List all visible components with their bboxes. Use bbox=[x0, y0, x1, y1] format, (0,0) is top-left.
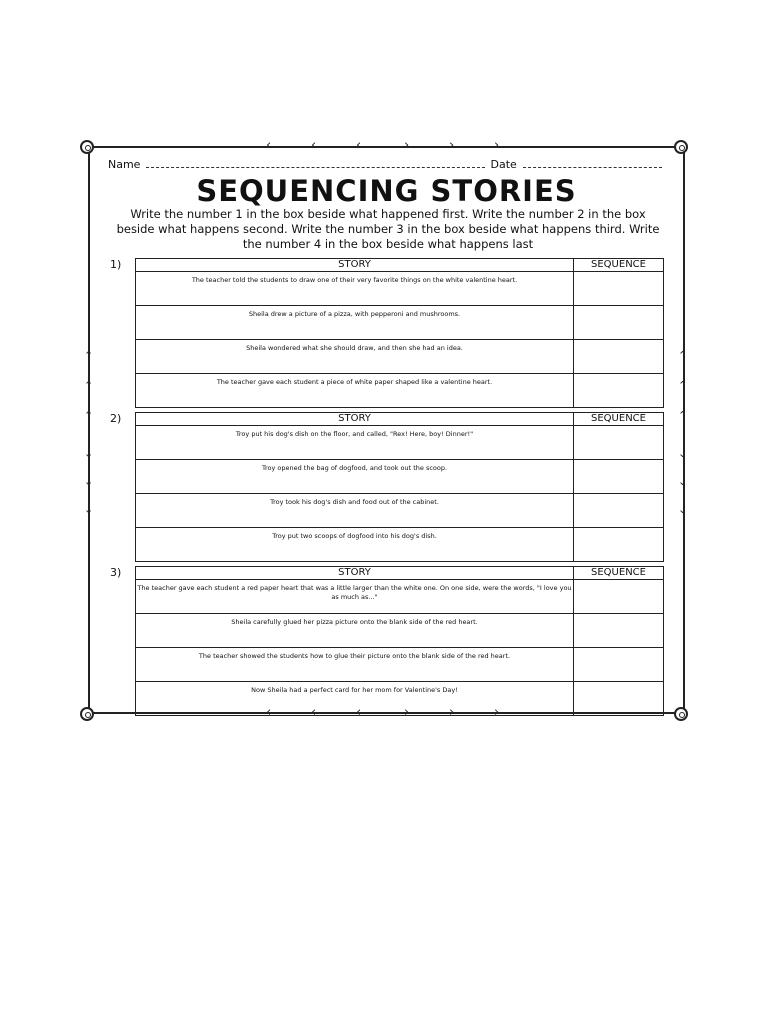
story-text: Troy took his dog's dish and food out of the cabinet. bbox=[136, 494, 574, 528]
story-text: Sheila wondered what she should draw, and then she had an idea. bbox=[136, 340, 574, 374]
story-text: Troy opened the bag of dogfood, and took out the scoop. bbox=[136, 460, 574, 494]
table-row bbox=[136, 460, 664, 494]
border-tick-icon: ⌃ bbox=[678, 409, 688, 422]
story-text: The teacher told the students to draw one of their very favorite things on the white valentine heart. bbox=[136, 272, 574, 306]
worksheet-border bbox=[88, 146, 688, 714]
border-tick-icon: ‹ bbox=[311, 705, 317, 720]
sequence-header: SEQUENCE bbox=[574, 259, 664, 272]
border-tick-icon: ⌃ bbox=[84, 379, 94, 392]
table-row bbox=[136, 374, 664, 408]
table-row bbox=[136, 580, 664, 614]
sequence-table-1 bbox=[135, 258, 664, 408]
border-tick-icon: › bbox=[494, 138, 500, 153]
name-label: Name bbox=[108, 158, 141, 171]
table-row bbox=[136, 494, 664, 528]
corner-swirl-icon bbox=[80, 707, 94, 721]
border-tick-icon: ‹ bbox=[311, 138, 317, 153]
sequence-box[interactable] bbox=[574, 528, 664, 562]
table-row bbox=[136, 614, 664, 648]
sequence-box[interactable] bbox=[574, 494, 664, 528]
sequence-box[interactable] bbox=[574, 340, 664, 374]
sequence-table-2 bbox=[135, 412, 664, 562]
date-field-line[interactable] bbox=[523, 159, 662, 168]
table-row bbox=[136, 528, 664, 562]
sequence-table-3 bbox=[135, 566, 664, 716]
border-tick-icon: ⌃ bbox=[84, 409, 94, 422]
border-tick-icon: ⌄ bbox=[84, 475, 94, 488]
corner-swirl-icon bbox=[80, 140, 94, 154]
corner-swirl-icon bbox=[674, 140, 688, 154]
story-header: STORY bbox=[136, 259, 574, 272]
border-tick-icon: ⌄ bbox=[678, 503, 688, 516]
story-text: The teacher showed the students how to glue their picture onto the blank side of the red heart. bbox=[136, 648, 574, 682]
border-tick-icon: › bbox=[449, 138, 455, 153]
border-tick-icon: ⌃ bbox=[84, 349, 94, 362]
table-row bbox=[136, 426, 664, 460]
border-tick-icon: ⌃ bbox=[678, 379, 688, 392]
story-header: STORY bbox=[136, 413, 574, 426]
page-title: SEQUENCING STORIES bbox=[196, 174, 577, 208]
border-tick-icon: ⌄ bbox=[84, 503, 94, 516]
table-row bbox=[136, 648, 664, 682]
corner-swirl-icon bbox=[674, 707, 688, 721]
border-tick-icon: ‹ bbox=[266, 138, 272, 153]
sequence-box[interactable] bbox=[574, 580, 664, 614]
story-text: Troy put his dog's dish on the floor, and called, "Rex! Here, boy! Dinner!" bbox=[136, 426, 574, 460]
story-text: Sheila drew a picture of a pizza, with pepperoni and mushrooms. bbox=[136, 306, 574, 340]
date-label: Date bbox=[490, 158, 517, 171]
border-tick-icon: › bbox=[404, 705, 410, 720]
border-tick-icon: ‹ bbox=[356, 705, 362, 720]
border-tick-icon: › bbox=[404, 138, 410, 153]
border-tick-icon: ⌄ bbox=[678, 447, 688, 460]
sequence-box[interactable] bbox=[574, 306, 664, 340]
story-text: Troy put two scoops of dogfood into his dog's dish. bbox=[136, 528, 574, 562]
story-text: Sheila carefully glued her pizza picture onto the blank side of the red heart. bbox=[136, 614, 574, 648]
table-row bbox=[136, 272, 664, 306]
story-text: The teacher gave each student a red paper heart that was a little larger than the white one. On one side, were the words, "I love you as much as..." bbox=[136, 580, 574, 614]
border-tick-icon: ‹ bbox=[266, 705, 272, 720]
name-field-line[interactable] bbox=[146, 159, 484, 168]
table-row bbox=[136, 682, 664, 716]
border-tick-icon: ⌄ bbox=[678, 475, 688, 488]
story-text: Now Sheila had a perfect card for her mom for Valentine's Day! bbox=[136, 682, 574, 716]
sequence-box[interactable] bbox=[574, 426, 664, 460]
section-number: 1) bbox=[110, 258, 122, 271]
sequence-box[interactable] bbox=[574, 460, 664, 494]
sequence-header: SEQUENCE bbox=[574, 413, 664, 426]
sequence-box[interactable] bbox=[574, 682, 664, 716]
border-tick-icon: › bbox=[449, 705, 455, 720]
sequence-box[interactable] bbox=[574, 272, 664, 306]
name-date-row bbox=[108, 158, 668, 171]
section-number: 2) bbox=[110, 412, 122, 425]
table-row bbox=[136, 306, 664, 340]
sequence-box[interactable] bbox=[574, 648, 664, 682]
border-tick-icon: ⌃ bbox=[678, 349, 688, 362]
story-text: The teacher gave each student a piece of white paper shaped like a valentine heart. bbox=[136, 374, 574, 408]
sequence-header: SEQUENCE bbox=[574, 567, 664, 580]
section-number: 3) bbox=[110, 566, 122, 579]
sequence-box[interactable] bbox=[574, 614, 664, 648]
border-tick-icon: › bbox=[494, 705, 500, 720]
border-tick-icon: ⌄ bbox=[84, 447, 94, 460]
instructions: Write the number 1 in the box beside what happened first. Write the number 2 in the box beside what happens second. Write the number 3 in the box beside what happens third. Write the number 4 in the box beside what happens last bbox=[116, 207, 660, 251]
sequence-box[interactable] bbox=[574, 374, 664, 408]
border-tick-icon: ‹ bbox=[356, 138, 362, 153]
story-header: STORY bbox=[136, 567, 574, 580]
table-row bbox=[136, 340, 664, 374]
